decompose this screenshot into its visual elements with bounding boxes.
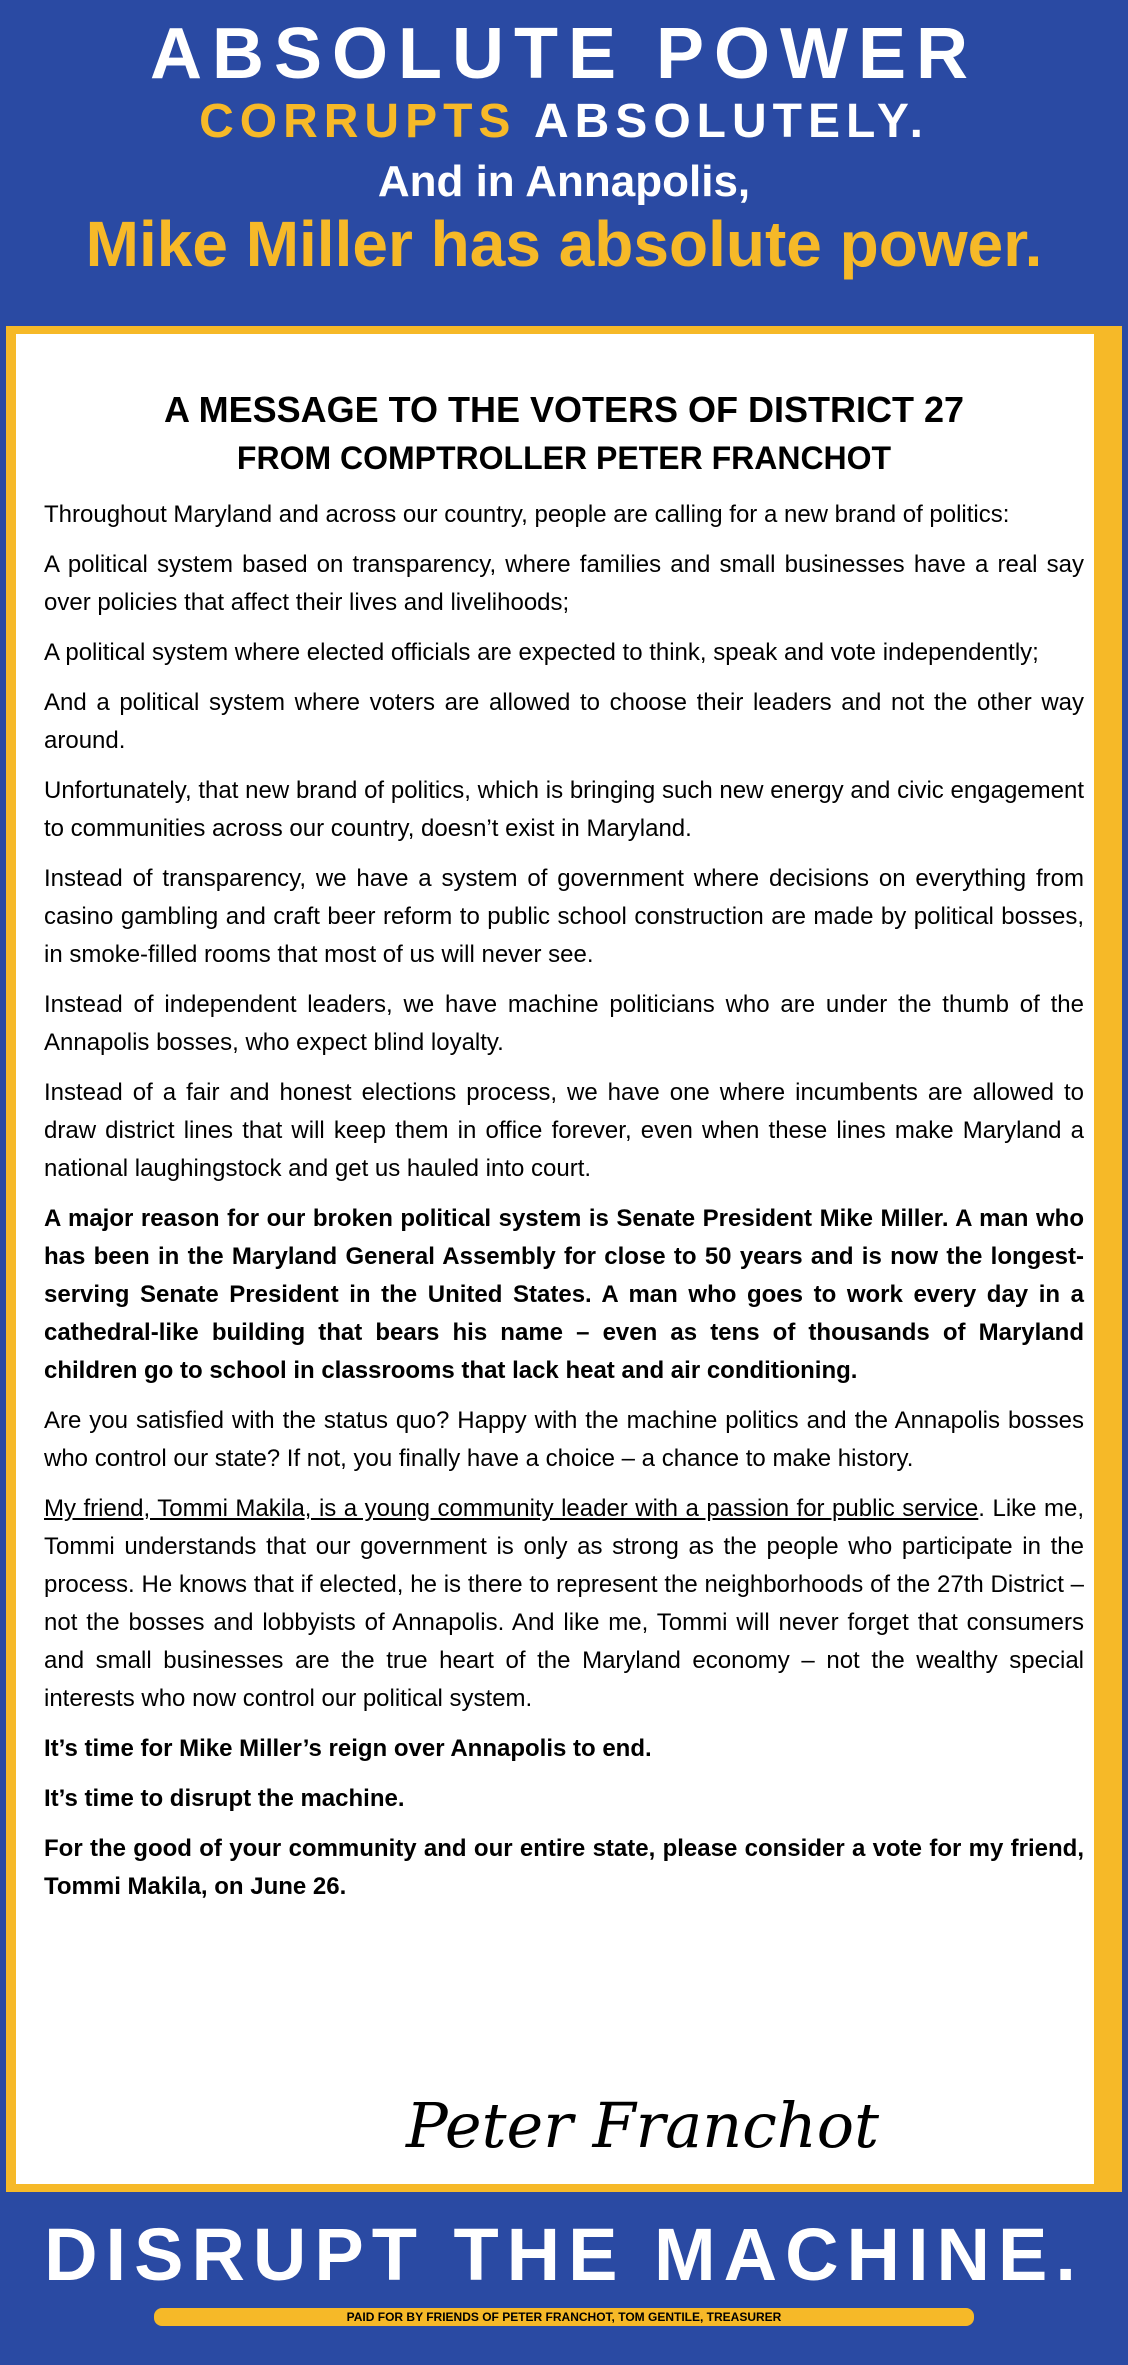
paragraph: And a political system where voters are allowed to choose their leaders and not the other way around. (44, 689, 1084, 754)
paid-for-line: PAID FOR BY FRIENDS OF PETER FRANCHOT, TOM GENTILE, TREASURER (154, 2308, 974, 2326)
letter-body (16, 334, 1094, 2184)
headline-gold-word: CORRUPTS (199, 95, 517, 148)
friend-paragraph (44, 1490, 1084, 1718)
headline-line-3: And in Annapolis, (377, 157, 751, 206)
headline-line-2 (0, 94, 1128, 150)
paragraph: Unfortunately, that new brand of politics, which is bringing such new energy and civic engagement to communities across our country, doesn’t exist in Maryland. (44, 777, 1084, 842)
signature: Peter Franchot (406, 2089, 880, 2162)
footer (0, 2210, 1128, 2326)
letter-subtitle: FROM COMPTROLLER PETER FRANCHOT (236, 440, 892, 476)
letter-title: A MESSAGE TO THE VOTERS OF DISTRICT 27 (163, 389, 965, 430)
headline-line-1: ABSOLUTE POWER (149, 14, 978, 94)
paragraph: Instead of independent leaders, we have machine politicians who are under the thumb of the Annapolis bosses, who expect blind loyalty. (44, 991, 1084, 1056)
footer-slogan: DISRUPT THE MACHINE. (44, 2213, 1084, 2296)
closing-1: It’s time for Mike Miller’s reign over Annapolis to end. (44, 1735, 652, 1762)
paragraph: Instead of transparency, we have a system of government where decisions on everything from casino gambling and craft beer reform to public school construction are made by political bosses, in smoke-filled rooms that most of us will never see. (44, 865, 1084, 968)
paragraph: Throughout Maryland and across our country, people are calling for a new brand of politics: (44, 501, 1010, 528)
closing-3: For the good of your community and our entire state, please consider a vote for my friend, Tommi Makila, on June 26. (44, 1835, 1084, 1900)
friend-rest: . Like me, Tommi understands that our government is only as strong as the people who participate in the process. He knows that if elected, he is there to represent the neighborhoods of the 27th District – not the bosses and lobbyists of Annapolis. And like me, Tommi will never forget that consumers and small businesses are the true heart of the Maryland economy – not the wealthy special interests who now control our political system. (44, 1495, 1085, 1712)
letter-frame (6, 326, 1122, 2192)
bold-paragraph: A major reason for our broken political system is Senate President Mike Miller. A man who has been in the Maryland General Assembly for close to 50 years and is now the longest-serving Senate President in the United States. A man who goes to work every day in a cathedral-like building that bears his name – even as tens of thousands of Maryland children go to school in classrooms that lack heat and air conditioning. (44, 1205, 1084, 1384)
paragraph: Instead of a fair and honest elections process, we have one where incumbents are allowed to draw district lines that will keep them in office forever, even when these lines make Maryland a national laughingstock and get us hauled into court. (44, 1079, 1084, 1182)
headline-line-4: Mike Miller has absolute power. (85, 208, 1043, 280)
friend-underlined: My friend, Tommi Makila, is a young community leader with a passion for public service (44, 1495, 979, 1522)
headline-rest: ABSOLUTELY. (516, 95, 929, 148)
status-quo-paragraph: Are you satisfied with the status quo? Happy with the machine politics and the Annapolis bosses who control our state? If not, you finally have a choice – a chance to make history. (44, 1407, 1084, 1472)
paragraph: A political system based on transparency, where families and small businesses have a real say over policies that affect their lives and livelihoods; (44, 551, 1084, 616)
closing-2: It’s time to disrupt the machine. (44, 1785, 405, 1812)
paragraph: A political system where elected officials are expected to think, speak and vote independently; (44, 639, 1039, 666)
header (0, 0, 1128, 326)
